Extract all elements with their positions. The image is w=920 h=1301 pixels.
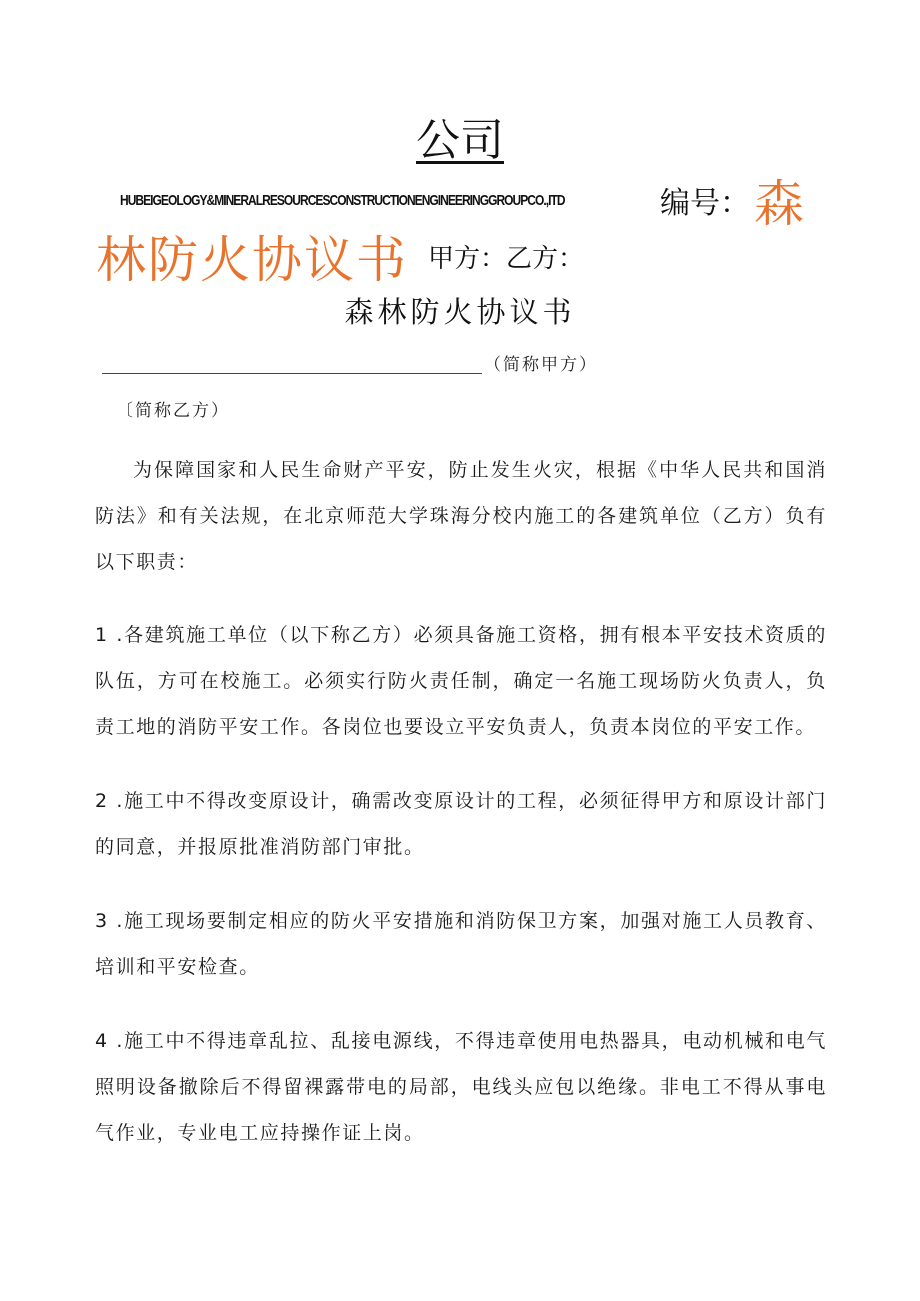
orange-title-fragment-2: 林防火协议书 <box>96 231 408 289</box>
orange-title-fragment-1: 森 <box>754 175 804 233</box>
clause-2: 2 .施工中不得改变原设计，确需改变原设计的工程，必须征得甲方和原设计部门的同意，并报原批准消防部门审批。 <box>95 790 827 858</box>
parties-heading: 甲方：乙方： <box>428 244 585 274</box>
document-number-label: 编号： <box>660 186 750 221</box>
company-title: 公司 <box>416 116 504 165</box>
clause-1: 1 .各建筑施工单位（以下称乙方）必须具备施工资格，拥有根本平安技术资质的队伍，方可在校施工。必须实行防火责任制，确定一名施工现场防火负责人，负责工地的消防平安工作。各岗位也要设立平安负责人，负责本岗位的平安工作。 <box>95 624 827 738</box>
clause-3: 3 .施工现场要制定相应的防火平安措施和消防保卫方案，加强对施工人员教育、培训和平安检查。 <box>95 910 827 978</box>
company-english-name: HUBEIGEOLOGY&MINERALRESOURCESCONSTRUCTIONENGINEERINGGROUPCO.,ITD <box>120 192 565 209</box>
document-title: 森林防火协议书 <box>344 295 576 329</box>
party-a-blank-line <box>102 373 482 374</box>
clause-4: 4 .施工中不得违章乱拉、乱接电源线，不得违章使用电热器具，电动机械和电气照明设备撤除后不得留裸露带电的局部，电线头应包以绝缘。非电工不得从事电气作业，专业电工应持操作证上岗。 <box>95 1030 827 1144</box>
party-b-label: 〔简称乙方） <box>116 401 230 421</box>
intro-paragraph: 为保障国家和人民生命财产平安，防止发生火灾，根据《中华人民共和国消防法》和有关法规，在北京师范大学珠海分校内施工的各建筑单位（乙方）负有以下职责： <box>95 459 827 573</box>
party-a-label: （简称甲方） <box>484 355 598 375</box>
